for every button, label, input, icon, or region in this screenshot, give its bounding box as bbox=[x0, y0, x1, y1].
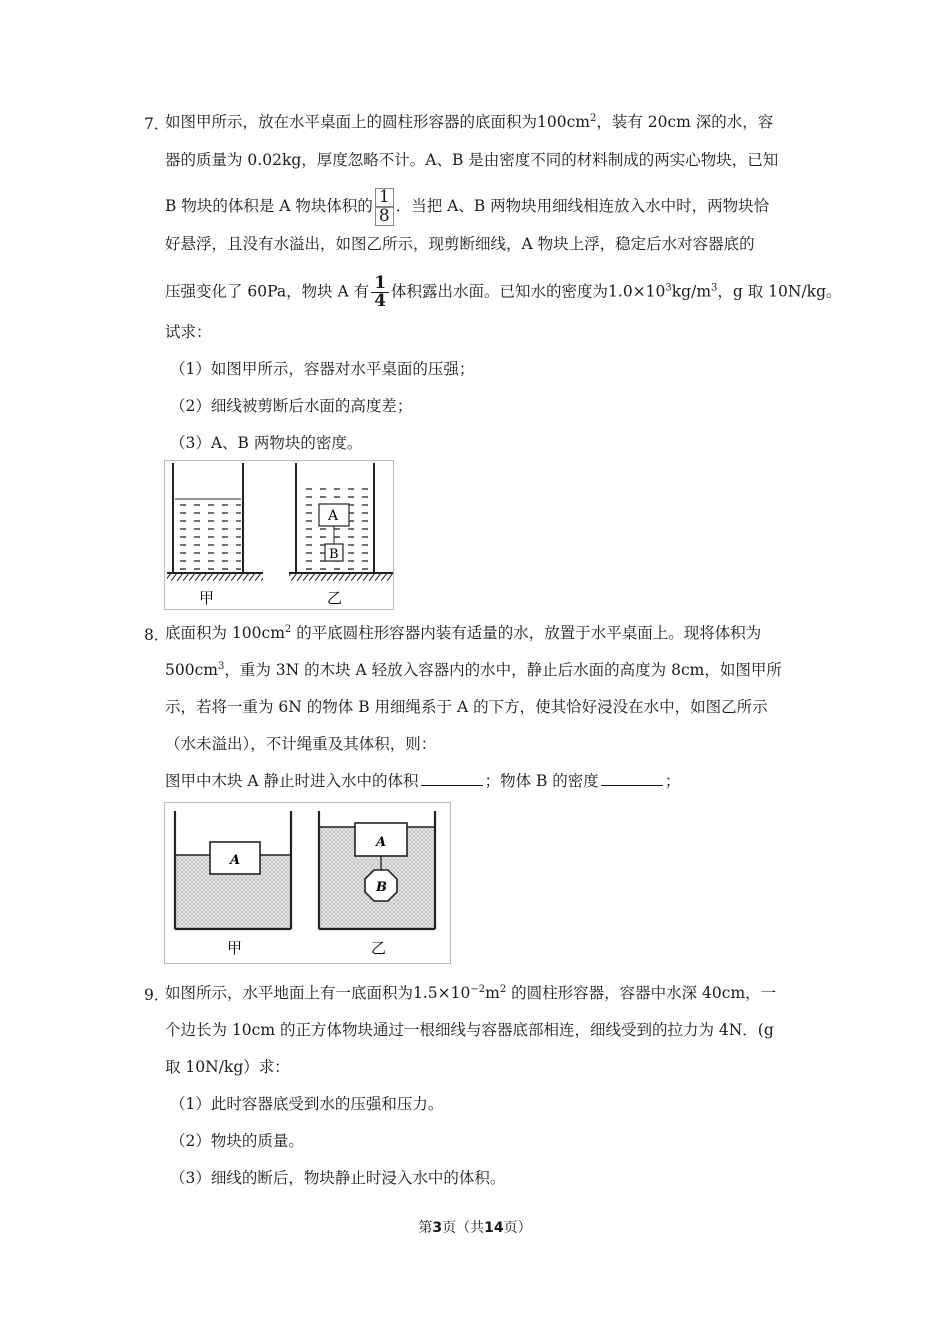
label-jia: 甲 bbox=[199, 589, 215, 607]
q8-line-3: 示，若将一重为 6N 的物体 B 用细绳系于 A 的下方，使其恰好浸没在水中，如图乙所示 bbox=[165, 698, 768, 716]
answer-blank-2[interactable] bbox=[601, 771, 663, 786]
block-a-label: A bbox=[376, 835, 387, 850]
block-a-label: A bbox=[328, 508, 339, 524]
q7-ask: 试求： bbox=[165, 323, 212, 341]
block-b-label: B bbox=[329, 547, 339, 562]
total-pages: 14 bbox=[484, 1220, 504, 1236]
q7-sub-2: （2）细线被剪断后水面的高度差； bbox=[170, 397, 413, 415]
question-number: 9． bbox=[144, 986, 170, 1004]
answer-blank-1[interactable] bbox=[421, 771, 483, 786]
block-a-label: A bbox=[230, 853, 241, 868]
question-number: 7． bbox=[144, 115, 170, 133]
q7-line-3: B 物块的体积是 A 物块体积的 $\frac{1}{8}$ ．当把 A、B 两物块用细线相连放入水中时，两物块恰 bbox=[165, 187, 770, 226]
page-footer: 第3页（共14页） bbox=[418, 1220, 532, 1236]
q7-line-2: 器的质量为 0.02kg，厚度忽略不计。A、B 是由密度不同的材料制成的两实心物块，已知 bbox=[165, 151, 779, 169]
page-number: 3 bbox=[432, 1220, 443, 1236]
q8-figure bbox=[164, 802, 451, 964]
q8-line-2: $500cm^3$，重为 3N 的木块 A 轻放入容器内的水中，静止后水面的高度为 8cm，如图甲所 bbox=[165, 661, 782, 679]
q7-sub-3: （3）A、B 两物块的密度。 bbox=[170, 434, 363, 452]
label-yi: 乙 bbox=[371, 939, 387, 957]
q9-sub-2: （2）物块的质量。 bbox=[170, 1132, 304, 1150]
q7-line-4: 好悬浮，且没有水溢出，如图乙所示，现剪断细线，A 物块上浮，稳定后水对容器底的 bbox=[165, 235, 755, 253]
q7-line-1: 如图甲所示，放在水平桌面上的圆柱形容器的底面积为$100cm^2$，装有 20cm 深的水，容 bbox=[165, 113, 774, 131]
question-number: 8． bbox=[144, 626, 170, 644]
fraction-one-quarter: $\frac{1}{4}$ bbox=[371, 275, 389, 310]
q9-line-1: 如图所示，水平地面上有一底面积为$1.5\times 10^{-2}m^2$ 的圆柱形容器，容器中水深 40cm，一 bbox=[165, 984, 777, 1002]
q8-line-5: 图甲中木块 A 静止时进入水中的体积 ；物体 B 的密度 ； bbox=[165, 772, 681, 790]
q9-line-2: 个边长为 10cm 的正方体物块通过一根细线与容器底部相连，细线受到的拉力为 4N．(g bbox=[165, 1021, 774, 1039]
q8-line-4: （水未溢出），不计绳重及其体积，则： bbox=[165, 735, 437, 753]
object-b-label: B bbox=[376, 880, 387, 895]
fraction-one-eighth: $\frac{1}{8}$ bbox=[375, 188, 394, 226]
q9-sub-1: （1）此时容器底受到水的压强和压力。 bbox=[170, 1095, 444, 1113]
q7-figure bbox=[164, 460, 394, 610]
label-jia: 甲 bbox=[227, 939, 243, 957]
q8-line-1: 底面积为 $100cm^2$ 的平底圆柱形容器内装有适量的水，放置于水平桌面上。现将体积为 bbox=[165, 624, 762, 642]
q7-sub-1: （1）如图甲所示，容器对水平桌面的压强； bbox=[170, 360, 475, 378]
q9-line-3: 取 10N/kg）求： bbox=[165, 1058, 290, 1076]
q9-sub-3: （3）细线的断后，物块静止时浸入水中的体积。 bbox=[170, 1169, 506, 1187]
label-yi: 乙 bbox=[327, 589, 343, 607]
q7-line-5: 压强变化了 60Pa，物块 A 有 $\frac{1}{4}$ 体积露出水面。已知水的密度为$1.0\times 10^3kg/m^3$，g 取 10N/kg。 bbox=[165, 273, 842, 311]
